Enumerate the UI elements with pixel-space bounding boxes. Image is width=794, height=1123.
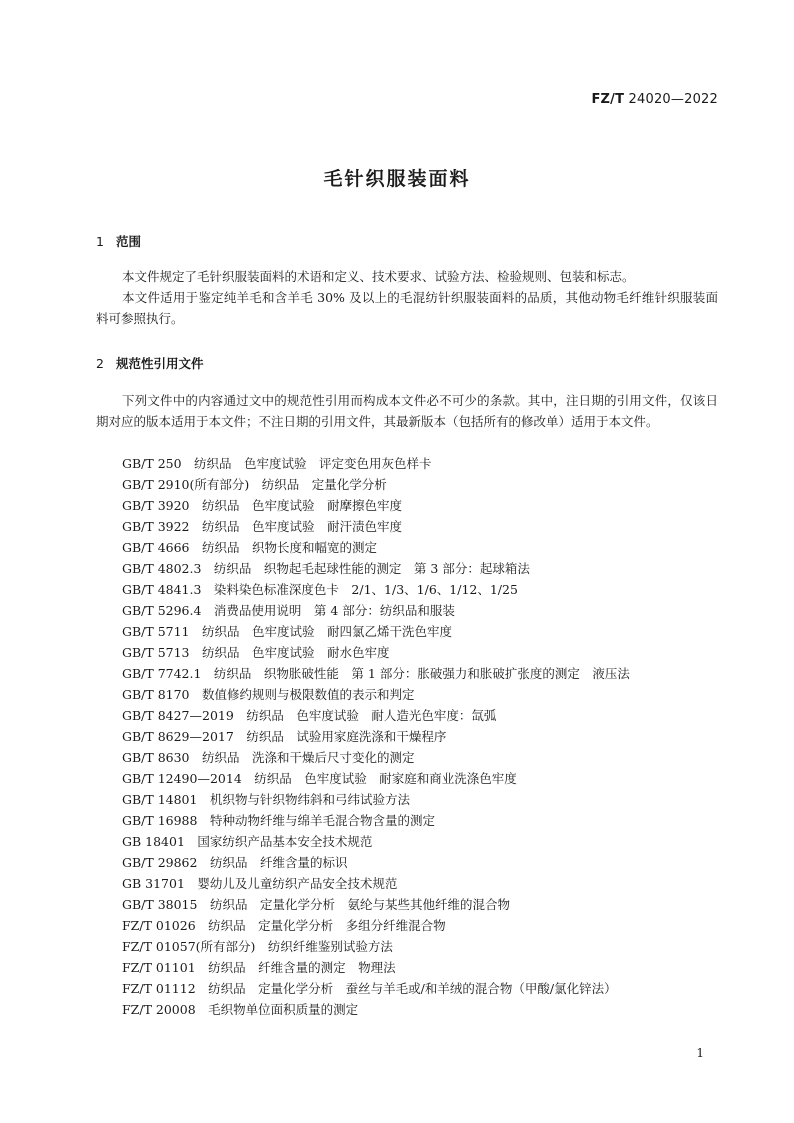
section-number: 2 [96, 356, 104, 371]
intro-text: 下列文件中的内容通过文中的规范性引用而构成本文件必不可少的条款。其中，注日期的引用文件，仅该日期对应的版本适用于本文件；不注日期的引用文件，其最新版本（包括所有的修改单）适用于本文件。 [96, 393, 718, 429]
section-heading-normative-refs [96, 354, 204, 372]
reference-item: GB/T 5713 纺织品 色牢度试验 耐水色牢度 [122, 645, 390, 660]
page-number: 1 [696, 1046, 704, 1060]
reference-item: GB/T 2910(所有部分) 纺织品 定量化学分析 [122, 477, 387, 492]
reference-item: FZ/T 20008 毛织物单位面积质量的测定 [122, 1002, 359, 1017]
reference-item: GB/T 14801 机织物与针织物纬斜和弓纬试验方法 [122, 792, 410, 807]
reference-item: GB/T 8630 纺织品 洗涤和干燥后尺寸变化的测定 [122, 750, 415, 765]
document-title: 毛针织服装面料 [323, 168, 471, 190]
reference-item: GB/T 29862 纺织品 纤维含量的标识 [122, 855, 348, 870]
reference-item: GB/T 38015 纺织品 定量化学分析 氨纶与某些其他纤维的混合物 [122, 897, 510, 912]
normative-refs-intro [96, 390, 718, 432]
scope-paragraphs [96, 266, 718, 329]
reference-item: GB/T 8170 数值修约规则与极限数值的表示和判定 [122, 687, 415, 702]
reference-item: GB 31701 婴幼儿及儿童纺织产品安全技术规范 [122, 876, 398, 891]
scope-paragraph-2: 本文件适用于鉴定纯羊毛和含羊毛 30% 及以上的毛混纺针织服装面料的品质，其他动物毛纤维针织服装面料可参照执行。 [96, 290, 718, 326]
reference-item: GB/T 12490—2014 纺织品 色牢度试验 耐家庭和商业洗涤色牢度 [122, 771, 517, 786]
reference-item: GB/T 3922 纺织品 色牢度试验 耐汗渍色牢度 [122, 519, 403, 534]
section-heading-scope [96, 232, 141, 250]
standard-code-prefix: FZ/T [591, 92, 625, 107]
reference-item: FZ/T 01026 纺织品 定量化学分析 多组分纤维混合物 [122, 918, 446, 933]
reference-item: GB/T 16988 特种动物纤维与绵羊毛混合物含量的测定 [122, 813, 435, 828]
standard-code-number: 24020—2022 [628, 92, 718, 107]
reference-item: GB/T 8629—2017 纺织品 试验用家庭洗涤和干燥程序 [122, 729, 447, 744]
standard-code [591, 92, 718, 107]
reference-item: FZ/T 01057(所有部分) 纺织纤维鉴别试验方法 [122, 939, 393, 954]
reference-list [122, 453, 722, 1020]
reference-item: GB/T 4841.3 染料染色标准深度色卡 2/1、1/3、1/6、1/12、1/25 [122, 582, 518, 597]
scope-paragraph-1: 本文件规定了毛针织服装面料的术语和定义、技术要求、试验方法、检验规则、包装和标志。 [122, 269, 635, 284]
section-title: 规范性引用文件 [116, 356, 204, 371]
reference-item: GB/T 7742.1 纺织品 织物胀破性能 第 1 部分：胀破强力和胀破扩张度的测定 液压法 [122, 666, 630, 681]
section-number: 1 [96, 234, 104, 249]
reference-item: GB/T 4802.3 纺织品 织物起毛起球性能的测定 第 3 部分：起球箱法 [122, 561, 530, 576]
section-title: 范围 [116, 234, 142, 249]
reference-item: GB/T 5711 纺织品 色牢度试验 耐四氯乙烯干洗色牢度 [122, 624, 453, 639]
reference-item: GB 18401 国家纺织产品基本安全技术规范 [122, 834, 373, 849]
reference-item: FZ/T 01101 纺织品 纤维含量的测定 物理法 [122, 960, 396, 975]
reference-item: FZ/T 01112 纺织品 定量化学分析 蚕丝与羊毛或/和羊绒的混合物（甲酸/氯化锌法） [122, 981, 617, 996]
reference-item: GB/T 250 纺织品 色牢度试验 评定变色用灰色样卡 [122, 456, 432, 471]
reference-item: GB/T 8427—2019 纺织品 色牢度试验 耐人造光色牢度：氙弧 [122, 708, 497, 723]
reference-item: GB/T 5296.4 消费品使用说明 第 4 部分：纺织品和服装 [122, 603, 455, 618]
reference-item: GB/T 3920 纺织品 色牢度试验 耐摩擦色牢度 [122, 498, 403, 513]
reference-item: GB/T 4666 纺织品 织物长度和幅宽的测定 [122, 540, 378, 555]
